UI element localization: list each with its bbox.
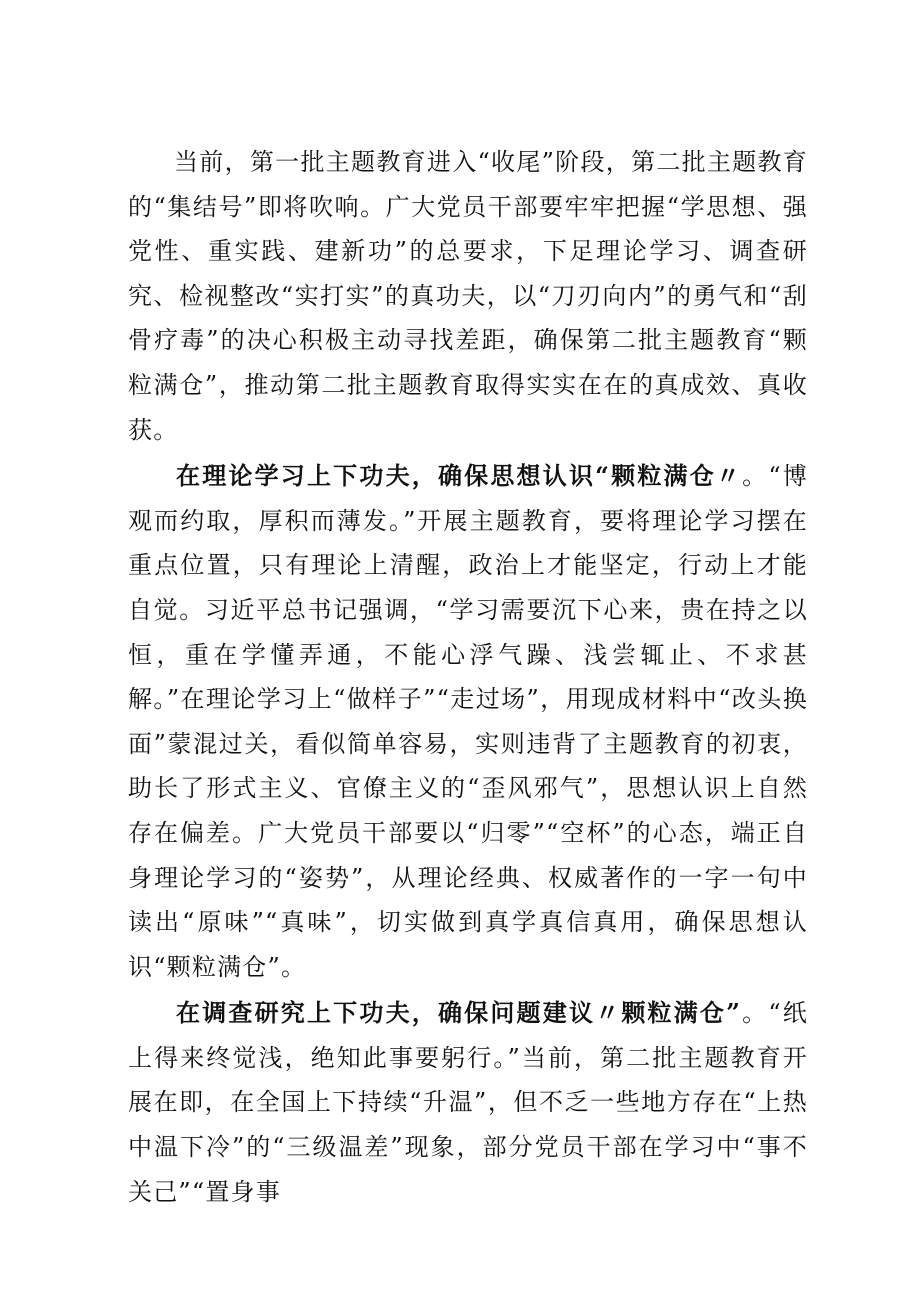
paragraph-intro-text: 当前，第一批主题教育进入“收尾”阶段，第二批主题教育的“集结号”即将吹响。广大党员干部要牢牢把握“学思想、强党性、重实践、建新功”的总要求，下足理论学习、调查研究、检视整改“实打实”的真功夫，以“刀刃向内”的勇气和“刮骨疗毒”的决心积极主动寻找差距，确保第二批主题教育“颗粒满仓”，推动第二批主题教育取得实实在在的真成效、真收获。 bbox=[128, 148, 808, 444]
paragraph-theory-study-heading: 在理论学习上下功夫，确保思想认识“颗粒满仓〃 bbox=[176, 461, 743, 491]
document-page bbox=[128, 140, 808, 1216]
paragraph-research bbox=[128, 991, 808, 1214]
paragraph-theory-study bbox=[128, 454, 808, 989]
paragraph-research-text: 。“纸上得来终觉浅，绝知此事要躬行。”当前，第二批主题教育开展在即，在全国上下持续“升温”，但不乏一些地方存在“上热中温下冷”的“三级温差”现象，部分党员干部在学习中“事不关己”“置身事 bbox=[128, 999, 809, 1206]
paragraph-theory-study-text: 。“博观而约取，厚积而薄发。”开展主题教育，要将理论学习摆在重点位置，只有理论上清醒，政治上才能坚定，行动上才能自觉。习近平总书记强调，“学习需要沉下心来，贵在持之以恒，重在学懂弄通，不能心浮气躁、浅尝辄止、不求甚解。”在理论学习上“做样子”“走过场”，用现成材料中“改头换面”蒙混过关，看似简单容易，实则违背了主题教育的初衷，助长了形式主义、官僚主义的“歪风邪气”，思想认识上自然存在偏差。广大党员干部要以“归零”“空杯”的心态，端正自身理论学习的“姿势”，从理论经典、权威著作的一字一句中读出“原味”“真味”，切实做到真学真信真用，确保思想认识“颗粒满仓”。 bbox=[128, 462, 809, 981]
paragraph-research-heading: 在调查研究上下功夫，确保问题建议〃颗粒满仓” bbox=[176, 998, 742, 1028]
paragraph-intro bbox=[128, 140, 808, 452]
